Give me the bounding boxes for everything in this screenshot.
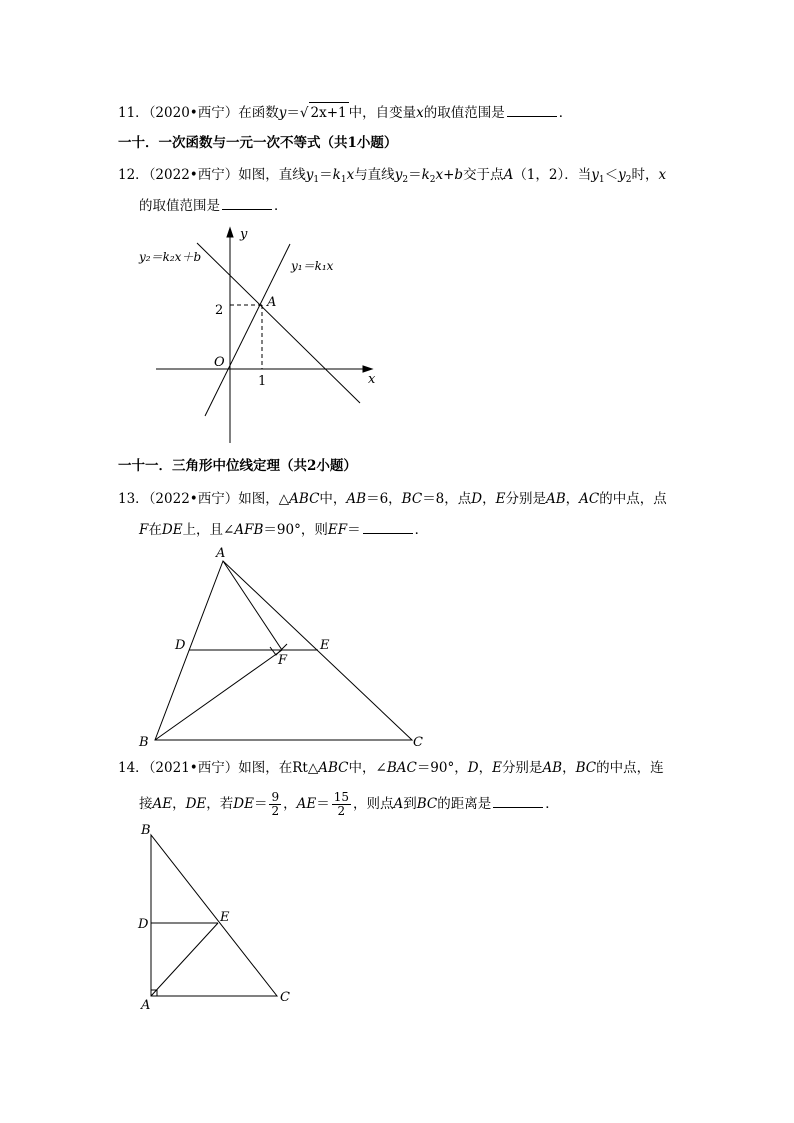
line-y1-label: y₁＝k₁x [291, 259, 334, 273]
point-d-label: D [138, 917, 149, 932]
question-source: （2022•西宁） [148, 167, 239, 183]
text: ． [274, 198, 288, 214]
text: ． [414, 522, 429, 538]
text: 到 [403, 796, 417, 812]
y-tick-label: 2 [215, 303, 224, 318]
text: 的取值范围是 [139, 198, 220, 214]
var-y: y [278, 105, 287, 121]
var: E [495, 491, 506, 507]
point-d-label: D [175, 638, 186, 653]
right-angle-mark-icon [270, 644, 287, 655]
vertex-a-label: A [216, 546, 226, 561]
text: 在 [148, 522, 162, 538]
segment-af [223, 561, 282, 650]
text: 时， [631, 167, 659, 183]
text: ， [562, 760, 576, 776]
var: x [658, 167, 667, 183]
text: ＝ [347, 522, 361, 538]
var: y [305, 167, 314, 183]
answer-blank[interactable] [493, 795, 543, 808]
question-13-line-2 [139, 520, 428, 540]
question-13-line-1 [118, 489, 667, 509]
question-source: （2021•西宁） [148, 760, 239, 776]
text: ＝90°，则 [263, 522, 328, 538]
fraction-15-2 [332, 791, 351, 818]
text: 的中点，点 [599, 491, 667, 507]
point-f-label: F [278, 653, 288, 668]
var: ABC [318, 760, 349, 776]
text: 与直线 [354, 167, 395, 183]
question-11 [118, 102, 572, 123]
question-number: 13． [118, 491, 149, 507]
question-source: （2022•西宁） [148, 491, 239, 507]
text: ． [558, 105, 573, 121]
var: F [139, 522, 149, 538]
text: 的中点，连 [596, 760, 664, 776]
var: BAC [386, 760, 417, 776]
text: ＜ [604, 167, 619, 183]
var: E [492, 760, 502, 776]
line-y1 [205, 244, 290, 416]
var: A [393, 796, 404, 812]
text: 的取值范围是 [423, 105, 505, 121]
answer-blank[interactable] [222, 197, 272, 210]
section-title-11: 一十一．三角形中位线定理（共2小题） [118, 458, 357, 474]
segment-bf [155, 650, 282, 740]
var: k [421, 167, 430, 183]
var: AB [545, 491, 566, 507]
x-axis-label: x [368, 372, 376, 387]
var: DE [161, 522, 183, 538]
triangle-abc [155, 561, 412, 740]
x-axis-arrow-icon [363, 366, 372, 372]
question-14-line-2 [139, 790, 559, 818]
question-14-line-1 [118, 758, 664, 778]
var: EF [327, 522, 348, 538]
text: ，若 [206, 796, 234, 812]
segment-ae [151, 923, 218, 996]
vertex-a-label: A [141, 998, 151, 1013]
subscript: 1 [313, 175, 320, 185]
text: ＝6， [366, 491, 402, 507]
fraction-9-2 [269, 791, 281, 818]
text: 接 [139, 796, 153, 812]
text: ＝ [319, 167, 333, 183]
var: x [346, 167, 355, 183]
vertex-b-label: B [139, 735, 149, 750]
numerator: 9 [271, 790, 280, 804]
text: 如图，在Rt△ [238, 760, 319, 776]
text: ＝ [316, 796, 330, 812]
subscript: 2 [429, 175, 436, 185]
text: 如图，直线 [238, 167, 306, 183]
text: 中，∠ [348, 760, 387, 776]
subscript: 2 [402, 175, 409, 185]
text: ， [172, 796, 186, 812]
line-y2-label: y₂＝k₂x＋b [139, 250, 202, 264]
point-e-label: E [320, 638, 330, 653]
text: ＝ [253, 796, 268, 812]
var-x: x [416, 105, 424, 121]
answer-blank[interactable] [363, 521, 413, 534]
var: ABC [289, 491, 320, 507]
var: AB [346, 491, 367, 507]
triangle-abc [151, 835, 277, 996]
subscript: 1 [340, 175, 347, 185]
var: BC [575, 760, 597, 776]
text: ＝ [286, 105, 300, 121]
vertex-c-label: C [280, 990, 290, 1005]
point-e-label: E [220, 910, 230, 925]
text: ， [283, 796, 297, 812]
question-number: 12． [118, 167, 149, 183]
var: A [503, 167, 514, 183]
text: ＝ [408, 167, 422, 183]
var: x+b [435, 167, 464, 183]
section-title-10: 一十．一次函数与一元一次不等式（共1小题） [118, 135, 398, 151]
text: 分别是 [501, 760, 543, 776]
text: （1，2）．当 [513, 167, 592, 183]
x-tick-label: 1 [258, 374, 267, 389]
denominator: 2 [337, 804, 346, 818]
var: AB [542, 760, 563, 776]
text: ＝90°， [416, 760, 468, 776]
point-a-label: A [267, 295, 277, 310]
var: D [467, 760, 479, 776]
var: AE [296, 796, 317, 812]
y-axis-arrow-icon [227, 228, 233, 237]
numerator: 15 [333, 790, 350, 804]
y-axis-label: y [240, 227, 248, 242]
text: 的距离是 [437, 796, 492, 812]
subscript: 1 [598, 175, 605, 185]
text: ，则点 [353, 796, 394, 812]
text: 中， [319, 491, 347, 507]
question-12-line-2 [139, 196, 288, 216]
question-number: 11． [118, 105, 149, 121]
line-y2 [197, 243, 360, 403]
denominator: 2 [271, 804, 280, 818]
var: AFB [234, 522, 264, 538]
question-12-line-1 [118, 165, 666, 185]
text: 分别是 [505, 491, 546, 507]
text: ＝8，点 [422, 491, 472, 507]
vertex-b-label: B [141, 823, 151, 838]
var: D [471, 491, 483, 507]
var: BC [401, 491, 423, 507]
var: AE [152, 796, 173, 812]
text: ， [478, 760, 493, 776]
var: AC [579, 491, 600, 507]
text: 如图，△ [238, 491, 290, 507]
var: BC [416, 796, 438, 812]
answer-blank[interactable] [507, 104, 557, 117]
question-number: 14． [118, 760, 149, 776]
right-angle-mark-icon [151, 990, 157, 996]
vertex-c-label: C [413, 735, 423, 750]
var: DE [185, 796, 207, 812]
var: y [618, 167, 626, 183]
var: DE [233, 796, 254, 812]
text: ， [565, 491, 580, 507]
text: 上，且∠ [182, 522, 235, 538]
var: y [394, 167, 403, 183]
question-source: （2020•西宁） [148, 105, 239, 121]
var: k [332, 167, 341, 183]
origin-label: O [214, 355, 225, 370]
text: ． [545, 796, 559, 812]
text: ， [482, 491, 496, 507]
radicand: 2x+1 [309, 102, 349, 123]
text: 在函数 [238, 105, 279, 121]
sqrt-symbol: √ [299, 105, 309, 121]
var: y [591, 167, 599, 183]
subscript: 2 [625, 175, 632, 185]
text: 中，自变量 [348, 105, 417, 121]
text: 交于点 [463, 167, 504, 183]
